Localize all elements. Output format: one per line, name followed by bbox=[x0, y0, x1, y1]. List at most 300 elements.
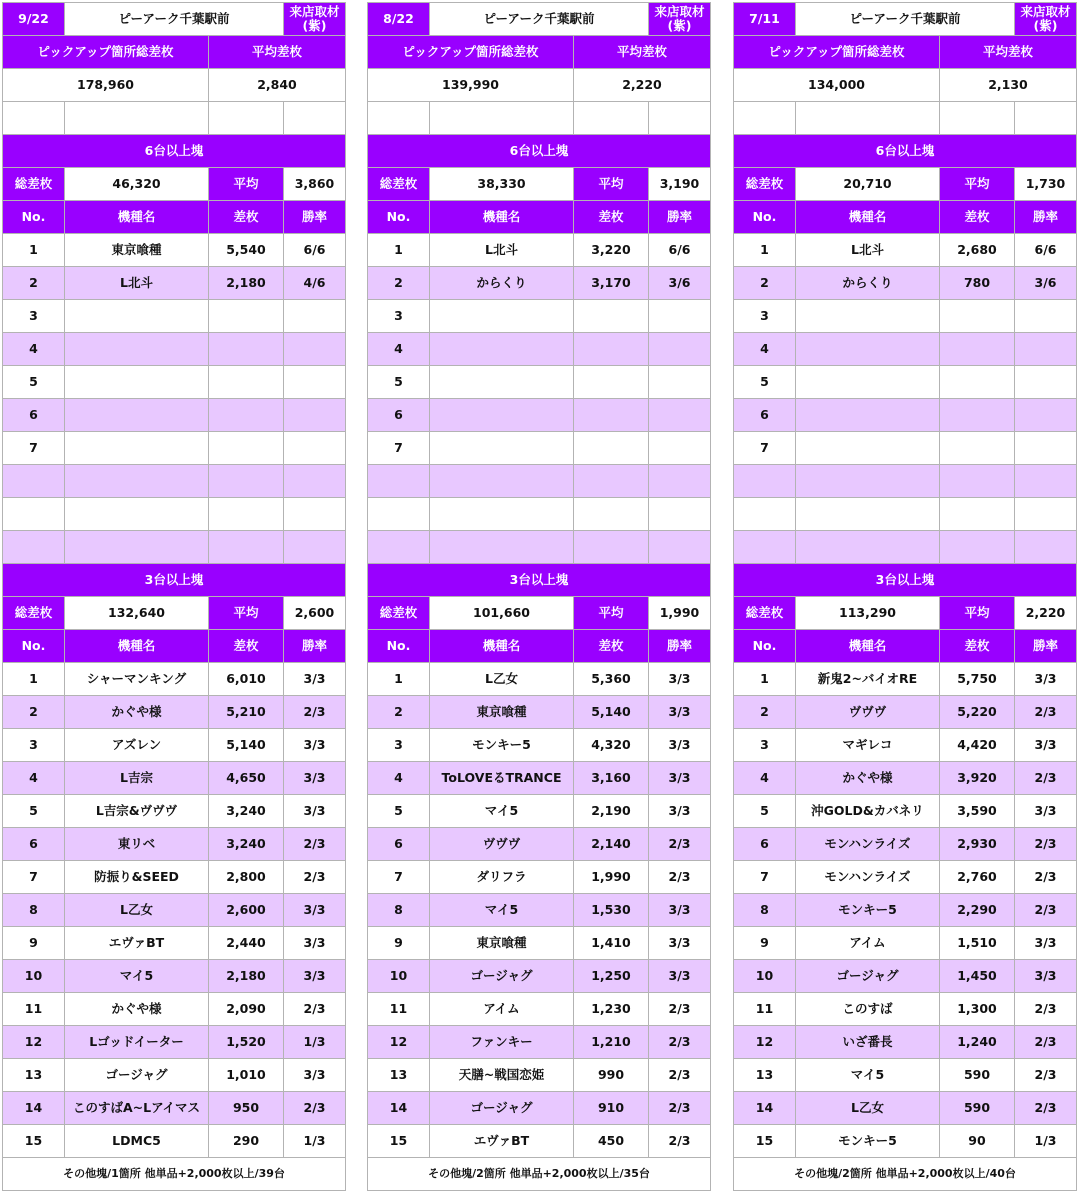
diff-value: 1,530 bbox=[574, 894, 649, 927]
diff-value bbox=[940, 465, 1015, 498]
col-diff: 差枚 bbox=[574, 201, 649, 234]
blank-cell bbox=[368, 102, 430, 135]
win-rate: 3/6 bbox=[1015, 267, 1077, 300]
col-machine: 機種名 bbox=[430, 630, 574, 663]
row-no: 9 bbox=[734, 927, 796, 960]
machine-name: ゴージャグ bbox=[796, 960, 940, 993]
row-no bbox=[368, 531, 430, 564]
avg-diff-value: 2,220 bbox=[574, 69, 711, 102]
store-name: ピーアーク千葉駅前 bbox=[430, 3, 649, 36]
diff-value: 3,240 bbox=[209, 828, 284, 861]
machine-name: モンキー5 bbox=[796, 894, 940, 927]
win-rate bbox=[284, 465, 346, 498]
machine-name: 東京喰種 bbox=[430, 696, 574, 729]
diff-value: 5,140 bbox=[574, 696, 649, 729]
win-rate: 3/3 bbox=[284, 663, 346, 696]
row-no: 1 bbox=[734, 234, 796, 267]
row-no: 13 bbox=[368, 1059, 430, 1092]
avg-value: 1,730 bbox=[1015, 168, 1077, 201]
row-no: 8 bbox=[368, 894, 430, 927]
machine-name: モンキー5 bbox=[430, 729, 574, 762]
diff-value bbox=[940, 531, 1015, 564]
row-no: 2 bbox=[734, 696, 796, 729]
blank-cell bbox=[734, 102, 796, 135]
machine-name: 天膳~戦国恋姫 bbox=[430, 1059, 574, 1092]
table-row bbox=[3, 300, 346, 333]
diff-value bbox=[209, 531, 284, 564]
win-rate: 2/3 bbox=[284, 1092, 346, 1125]
diff-value: 1,230 bbox=[574, 993, 649, 1026]
win-rate bbox=[649, 432, 711, 465]
three-plus-title-row bbox=[3, 564, 346, 597]
diff-value bbox=[209, 432, 284, 465]
win-rate bbox=[284, 300, 346, 333]
row-no: 1 bbox=[368, 663, 430, 696]
table-row bbox=[3, 498, 346, 531]
total-value: 20,710 bbox=[796, 168, 940, 201]
col-no: No. bbox=[368, 630, 430, 663]
table-row bbox=[3, 1026, 346, 1059]
diff-value: 3,220 bbox=[574, 234, 649, 267]
win-rate: 2/3 bbox=[1015, 1092, 1077, 1125]
panel-header bbox=[3, 3, 346, 36]
diff-value: 950 bbox=[209, 1092, 284, 1125]
win-rate bbox=[1015, 399, 1077, 432]
blank-cell bbox=[574, 102, 649, 135]
machine-name bbox=[65, 366, 209, 399]
machine-name: ToLOVEるTRANCE bbox=[430, 762, 574, 795]
blank-cell bbox=[940, 102, 1015, 135]
machine-name: ゴージャグ bbox=[430, 1092, 574, 1125]
total-value: 132,640 bbox=[65, 597, 209, 630]
row-no: 8 bbox=[3, 894, 65, 927]
table-row bbox=[368, 1026, 711, 1059]
row-no: 2 bbox=[3, 696, 65, 729]
machine-name bbox=[796, 333, 940, 366]
table-row bbox=[734, 465, 1077, 498]
footer-note: その他塊/2箇所 他単品+2,000枚以上/35台 bbox=[368, 1158, 711, 1191]
row-no: 11 bbox=[368, 993, 430, 1026]
date-label: 8/22 bbox=[368, 3, 430, 36]
col-no: No. bbox=[3, 201, 65, 234]
row-no: 1 bbox=[3, 663, 65, 696]
diff-value bbox=[574, 531, 649, 564]
row-no bbox=[368, 465, 430, 498]
win-rate bbox=[649, 465, 711, 498]
col-machine: 機種名 bbox=[65, 630, 209, 663]
blank-cell bbox=[649, 102, 711, 135]
machine-name: 防振り&SEED bbox=[65, 861, 209, 894]
three-plus-summary-row bbox=[368, 597, 711, 630]
machine-name: モンキー5 bbox=[796, 1125, 940, 1158]
table-row bbox=[734, 1092, 1077, 1125]
machine-name bbox=[796, 432, 940, 465]
three-plus-column-header bbox=[368, 630, 711, 663]
machine-name: モンハンライズ bbox=[796, 861, 940, 894]
win-rate: 6/6 bbox=[1015, 234, 1077, 267]
table-row bbox=[734, 366, 1077, 399]
machine-name: このすばA~Lアイマス bbox=[65, 1092, 209, 1125]
table-row bbox=[368, 960, 711, 993]
table-row bbox=[3, 894, 346, 927]
event-label: 来店取材 (紫) bbox=[1015, 3, 1077, 36]
row-no: 5 bbox=[3, 795, 65, 828]
total-label: 総差枚 bbox=[368, 597, 430, 630]
win-rate: 2/3 bbox=[1015, 1059, 1077, 1092]
row-no: 10 bbox=[734, 960, 796, 993]
six-plus-title-row bbox=[368, 135, 711, 168]
win-rate: 3/3 bbox=[284, 894, 346, 927]
row-no: 12 bbox=[3, 1026, 65, 1059]
col-winrate: 勝率 bbox=[284, 630, 346, 663]
panel-1 bbox=[2, 2, 346, 1191]
win-rate bbox=[284, 531, 346, 564]
col-diff: 差枚 bbox=[940, 630, 1015, 663]
diff-value bbox=[209, 333, 284, 366]
six-plus-title: 6台以上塊 bbox=[3, 135, 346, 168]
table-row bbox=[734, 333, 1077, 366]
blank-cell bbox=[1015, 102, 1077, 135]
machine-name: L乙女 bbox=[430, 663, 574, 696]
diff-value bbox=[940, 399, 1015, 432]
diff-value bbox=[209, 366, 284, 399]
win-rate: 2/3 bbox=[649, 828, 711, 861]
row-no: 3 bbox=[368, 729, 430, 762]
machine-name bbox=[65, 300, 209, 333]
machine-name: 東京喰種 bbox=[430, 927, 574, 960]
diff-value bbox=[940, 333, 1015, 366]
footer-note: その他塊/1箇所 他単品+2,000枚以上/39台 bbox=[3, 1158, 346, 1191]
col-winrate: 勝率 bbox=[1015, 630, 1077, 663]
row-no: 12 bbox=[368, 1026, 430, 1059]
row-no: 10 bbox=[368, 960, 430, 993]
diff-value bbox=[940, 498, 1015, 531]
table-row bbox=[3, 663, 346, 696]
table-row bbox=[3, 1059, 346, 1092]
row-no: 1 bbox=[368, 234, 430, 267]
diff-value: 4,320 bbox=[574, 729, 649, 762]
table-row bbox=[734, 1026, 1077, 1059]
row-no: 4 bbox=[3, 333, 65, 366]
avg-diff-header: 平均差枚 bbox=[940, 36, 1077, 69]
win-rate bbox=[1015, 531, 1077, 564]
machine-name: L北斗 bbox=[430, 234, 574, 267]
win-rate: 3/3 bbox=[1015, 729, 1077, 762]
diff-value: 3,170 bbox=[574, 267, 649, 300]
table-row bbox=[3, 1125, 346, 1158]
machine-name: かぐや様 bbox=[65, 696, 209, 729]
six-plus-title: 6台以上塊 bbox=[734, 135, 1077, 168]
row-no: 4 bbox=[734, 333, 796, 366]
machine-name: L北斗 bbox=[796, 234, 940, 267]
row-no bbox=[3, 531, 65, 564]
table-row bbox=[734, 762, 1077, 795]
win-rate: 3/3 bbox=[1015, 663, 1077, 696]
total-value: 113,290 bbox=[796, 597, 940, 630]
diff-value: 2,290 bbox=[940, 894, 1015, 927]
machine-name: ゴージャグ bbox=[430, 960, 574, 993]
col-winrate: 勝率 bbox=[1015, 201, 1077, 234]
col-winrate: 勝率 bbox=[284, 201, 346, 234]
six-plus-title: 6台以上塊 bbox=[368, 135, 711, 168]
blank-row bbox=[734, 102, 1077, 135]
machine-name: Lゴッドイーター bbox=[65, 1026, 209, 1059]
table-row bbox=[368, 993, 711, 1026]
diff-value: 2,800 bbox=[209, 861, 284, 894]
win-rate: 2/3 bbox=[1015, 861, 1077, 894]
row-no: 4 bbox=[3, 762, 65, 795]
three-plus-summary-row bbox=[734, 597, 1077, 630]
table-row bbox=[368, 1059, 711, 1092]
six-plus-column-header bbox=[368, 201, 711, 234]
table-row bbox=[3, 696, 346, 729]
machine-name bbox=[796, 300, 940, 333]
diff-value bbox=[940, 432, 1015, 465]
diff-value: 2,190 bbox=[574, 795, 649, 828]
col-no: No. bbox=[3, 630, 65, 663]
total-value: 38,330 bbox=[430, 168, 574, 201]
table-row bbox=[734, 432, 1077, 465]
row-no: 12 bbox=[734, 1026, 796, 1059]
win-rate: 3/3 bbox=[649, 960, 711, 993]
diff-value: 1,990 bbox=[574, 861, 649, 894]
win-rate: 1/3 bbox=[284, 1125, 346, 1158]
diff-value bbox=[209, 300, 284, 333]
table-row bbox=[3, 531, 346, 564]
avg-label: 平均 bbox=[209, 597, 284, 630]
win-rate: 3/3 bbox=[284, 927, 346, 960]
three-plus-title-row bbox=[734, 564, 1077, 597]
row-no: 7 bbox=[368, 861, 430, 894]
row-no bbox=[734, 465, 796, 498]
win-rate bbox=[649, 531, 711, 564]
table-row bbox=[368, 498, 711, 531]
row-no: 3 bbox=[3, 300, 65, 333]
row-no: 7 bbox=[734, 861, 796, 894]
table-row bbox=[3, 861, 346, 894]
diff-value: 5,220 bbox=[940, 696, 1015, 729]
table-row bbox=[3, 267, 346, 300]
diff-value: 450 bbox=[574, 1125, 649, 1158]
table-row bbox=[368, 531, 711, 564]
table-row bbox=[3, 828, 346, 861]
machine-name bbox=[430, 531, 574, 564]
col-diff: 差枚 bbox=[209, 201, 284, 234]
row-no: 5 bbox=[734, 366, 796, 399]
row-no bbox=[734, 531, 796, 564]
table-row bbox=[734, 498, 1077, 531]
panel-gap bbox=[348, 2, 366, 1188]
col-machine: 機種名 bbox=[796, 201, 940, 234]
table-row bbox=[368, 432, 711, 465]
machine-name bbox=[430, 432, 574, 465]
three-plus-title: 3台以上塊 bbox=[734, 564, 1077, 597]
diff-value: 5,210 bbox=[209, 696, 284, 729]
three-plus-title: 3台以上塊 bbox=[3, 564, 346, 597]
panel-header bbox=[368, 3, 711, 36]
table-row bbox=[734, 267, 1077, 300]
win-rate bbox=[1015, 432, 1077, 465]
machine-name bbox=[65, 498, 209, 531]
table-row bbox=[734, 861, 1077, 894]
diff-value bbox=[209, 498, 284, 531]
table-row bbox=[734, 894, 1077, 927]
table-row bbox=[3, 366, 346, 399]
machine-name: ヴヴヴ bbox=[430, 828, 574, 861]
diff-value: 5,540 bbox=[209, 234, 284, 267]
machine-name: からくり bbox=[796, 267, 940, 300]
avg-value: 3,860 bbox=[284, 168, 346, 201]
diff-value: 1,450 bbox=[940, 960, 1015, 993]
machine-name: マイ5 bbox=[430, 894, 574, 927]
row-no: 2 bbox=[368, 696, 430, 729]
total-value: 46,320 bbox=[65, 168, 209, 201]
win-rate: 1/3 bbox=[1015, 1125, 1077, 1158]
pickup-total-header: ピックアップ箇所総差枚 bbox=[734, 36, 940, 69]
six-plus-summary-row bbox=[734, 168, 1077, 201]
table-row bbox=[3, 960, 346, 993]
win-rate: 3/3 bbox=[284, 795, 346, 828]
diff-value: 590 bbox=[940, 1059, 1015, 1092]
table-row bbox=[734, 399, 1077, 432]
win-rate: 2/3 bbox=[649, 993, 711, 1026]
diff-value: 2,180 bbox=[209, 960, 284, 993]
three-plus-column-header bbox=[734, 630, 1077, 663]
six-plus-title-row bbox=[3, 135, 346, 168]
six-plus-column-header bbox=[734, 201, 1077, 234]
diff-value: 1,010 bbox=[209, 1059, 284, 1092]
blank-row bbox=[368, 102, 711, 135]
diff-value: 1,410 bbox=[574, 927, 649, 960]
row-no: 8 bbox=[734, 894, 796, 927]
win-rate: 3/3 bbox=[284, 729, 346, 762]
pickup-value-row bbox=[3, 69, 346, 102]
machine-name bbox=[796, 498, 940, 531]
row-no: 5 bbox=[734, 795, 796, 828]
footer-row bbox=[368, 1158, 711, 1191]
machine-name bbox=[796, 399, 940, 432]
table-row bbox=[3, 1092, 346, 1125]
row-no: 3 bbox=[3, 729, 65, 762]
diff-value bbox=[574, 366, 649, 399]
table-row bbox=[368, 828, 711, 861]
table-row bbox=[734, 828, 1077, 861]
machine-name: L北斗 bbox=[65, 267, 209, 300]
row-no: 11 bbox=[3, 993, 65, 1026]
avg-label: 平均 bbox=[940, 597, 1015, 630]
table-row bbox=[368, 234, 711, 267]
win-rate: 3/3 bbox=[649, 696, 711, 729]
machine-name: ゴージャグ bbox=[65, 1059, 209, 1092]
col-no: No. bbox=[734, 630, 796, 663]
row-no: 14 bbox=[368, 1092, 430, 1125]
win-rate: 3/3 bbox=[1015, 927, 1077, 960]
diff-value: 1,520 bbox=[209, 1026, 284, 1059]
event-label: 来店取材 (紫) bbox=[284, 3, 346, 36]
col-machine: 機種名 bbox=[65, 201, 209, 234]
win-rate: 2/3 bbox=[1015, 828, 1077, 861]
pickup-total-value: 134,000 bbox=[734, 69, 940, 102]
avg-label: 平均 bbox=[574, 168, 649, 201]
row-no bbox=[3, 465, 65, 498]
date-label: 9/22 bbox=[3, 3, 65, 36]
win-rate bbox=[649, 300, 711, 333]
table-row bbox=[734, 696, 1077, 729]
diff-value: 3,160 bbox=[574, 762, 649, 795]
win-rate bbox=[1015, 498, 1077, 531]
diff-value: 4,650 bbox=[209, 762, 284, 795]
table-row bbox=[368, 762, 711, 795]
col-diff: 差枚 bbox=[940, 201, 1015, 234]
machine-name bbox=[430, 366, 574, 399]
machine-name bbox=[430, 399, 574, 432]
machine-name bbox=[65, 465, 209, 498]
machine-name bbox=[65, 531, 209, 564]
row-no: 4 bbox=[734, 762, 796, 795]
row-no: 5 bbox=[368, 366, 430, 399]
row-no: 5 bbox=[368, 795, 430, 828]
win-rate bbox=[649, 498, 711, 531]
diff-value bbox=[574, 399, 649, 432]
diff-value: 90 bbox=[940, 1125, 1015, 1158]
win-rate: 3/3 bbox=[284, 960, 346, 993]
row-no: 6 bbox=[368, 828, 430, 861]
row-no: 9 bbox=[368, 927, 430, 960]
win-rate: 4/6 bbox=[284, 267, 346, 300]
pickup-total-value: 178,960 bbox=[3, 69, 209, 102]
row-no bbox=[368, 498, 430, 531]
row-no: 1 bbox=[3, 234, 65, 267]
blank-cell bbox=[284, 102, 346, 135]
footer-row bbox=[734, 1158, 1077, 1191]
panel-header bbox=[734, 3, 1077, 36]
machine-name: L乙女 bbox=[65, 894, 209, 927]
diff-value bbox=[574, 465, 649, 498]
col-diff: 差枚 bbox=[209, 630, 284, 663]
diff-value bbox=[940, 366, 1015, 399]
win-rate: 3/6 bbox=[649, 267, 711, 300]
diff-value: 780 bbox=[940, 267, 1015, 300]
table-row bbox=[3, 234, 346, 267]
row-no bbox=[734, 498, 796, 531]
diff-value bbox=[940, 300, 1015, 333]
diff-value: 2,760 bbox=[940, 861, 1015, 894]
machine-name: LDMC5 bbox=[65, 1125, 209, 1158]
table-row bbox=[734, 531, 1077, 564]
diff-value bbox=[574, 300, 649, 333]
win-rate bbox=[1015, 300, 1077, 333]
diff-value: 2,680 bbox=[940, 234, 1015, 267]
win-rate: 3/3 bbox=[649, 663, 711, 696]
avg-diff-header: 平均差枚 bbox=[574, 36, 711, 69]
row-no: 2 bbox=[368, 267, 430, 300]
table-row bbox=[368, 366, 711, 399]
row-no: 10 bbox=[3, 960, 65, 993]
machine-name: マイ5 bbox=[796, 1059, 940, 1092]
blank-cell bbox=[65, 102, 209, 135]
row-no: 14 bbox=[3, 1092, 65, 1125]
diff-value: 990 bbox=[574, 1059, 649, 1092]
diff-value: 4,420 bbox=[940, 729, 1015, 762]
machine-name: L吉宗 bbox=[65, 762, 209, 795]
row-no: 15 bbox=[734, 1125, 796, 1158]
win-rate: 2/3 bbox=[284, 828, 346, 861]
machine-name: ダリフラ bbox=[430, 861, 574, 894]
diff-value: 2,090 bbox=[209, 993, 284, 1026]
avg-value: 3,190 bbox=[649, 168, 711, 201]
avg-value: 2,220 bbox=[1015, 597, 1077, 630]
machine-name: アイム bbox=[796, 927, 940, 960]
